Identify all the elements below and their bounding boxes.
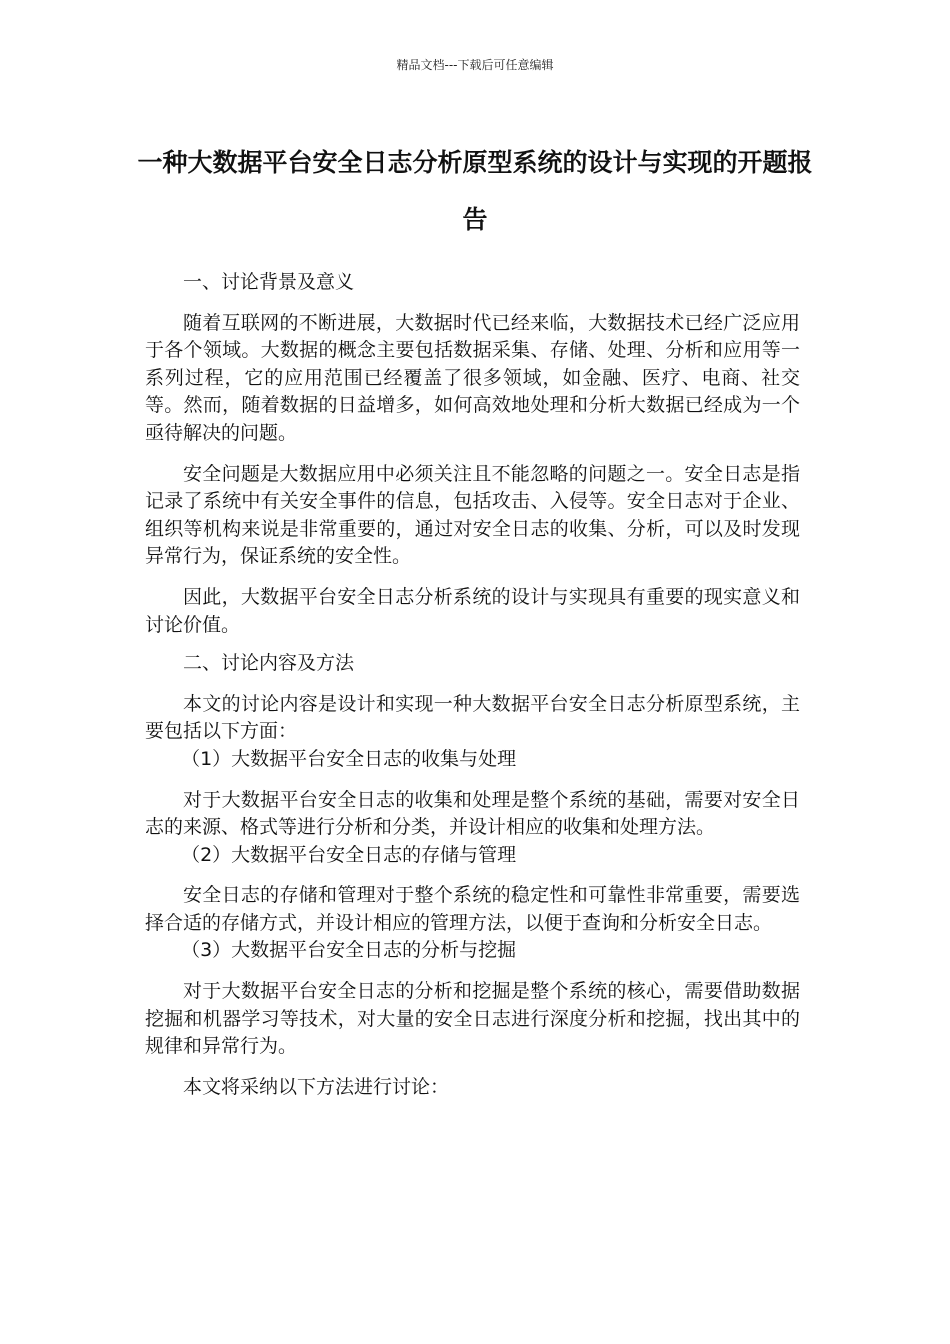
subheading-collection: （1）大数据平台安全日志的收集与处理 [181, 747, 517, 770]
paragraph-storage: 安全日志的存储和管理对于整个系统的稳定性和可靠性非常重要，需要选择合适的存储方式，并设计相应的管理方法，以便于查询和分析安全日志。 [145, 884, 800, 934]
paragraph-collection: 对于大数据平台安全日志的收集和处理是整个系统的基础，需要对安全日志的来源、格式等进行分析和分类，并设计相应的收集和处理方法。 [145, 788, 800, 839]
section-heading-background: 一、讨论背景及意义 [183, 271, 355, 293]
subheading-analysis: （3）大数据平台安全日志的分析与挖掘 [181, 939, 517, 962]
document-title: 一种大数据平台安全日志分析原型系统的设计与实现的开题报告 [137, 148, 813, 234]
paragraph-content-intro: 本文的讨论内容是设计和实现一种大数据平台安全日志分析原型系统，主要包括以下方面： [145, 692, 800, 743]
paragraph-methods-intro: 本文将采纳以下方法进行讨论： [183, 1075, 450, 1098]
paragraph-background-1: 随着互联网的不断进展，大数据时代已经来临，大数据技术已经广泛应用于各个领域。大数据的概念主要包括数据采集、存储、处理、分析和应用等一系列过程，它的应用范围已经覆盖了很多领域，如金融、医疗、电商、社交等。然而，随着数据的日益增多，如何高效地处理和分析大数据已经成为一个亟待解决的问题。 [145, 311, 800, 444]
paragraph-background-3: 因此，大数据平台安全日志分析系统的设计与实现具有重要的现实意义和讨论价值。 [145, 585, 800, 636]
subheading-storage: （2）大数据平台安全日志的存储与管理 [181, 843, 517, 866]
section-heading-content: 二、讨论内容及方法 [183, 652, 355, 675]
paragraph-background-2: 安全问题是大数据应用中必须关注且不能忽略的问题之一。安全日志是指记录了系统中有关安全事件的信息，包括攻击、入侵等。安全日志对于企业、组织等机构来说是非常重要的，通过对安全日志的收集、分析，可以及时发现异常行为，保证系统的安全性。 [145, 462, 800, 568]
document-body [145, 269, 800, 1101]
page-header: 精品文档---下载后可任意编辑 [396, 58, 554, 72]
paragraph-analysis: 对于大数据平台安全日志的分析和挖掘是整个系统的核心，需要借助数据挖掘和机器学习等技术，对大量的安全日志进行深度分析和挖掘，找出其中的规律和异常行为。 [145, 980, 800, 1058]
